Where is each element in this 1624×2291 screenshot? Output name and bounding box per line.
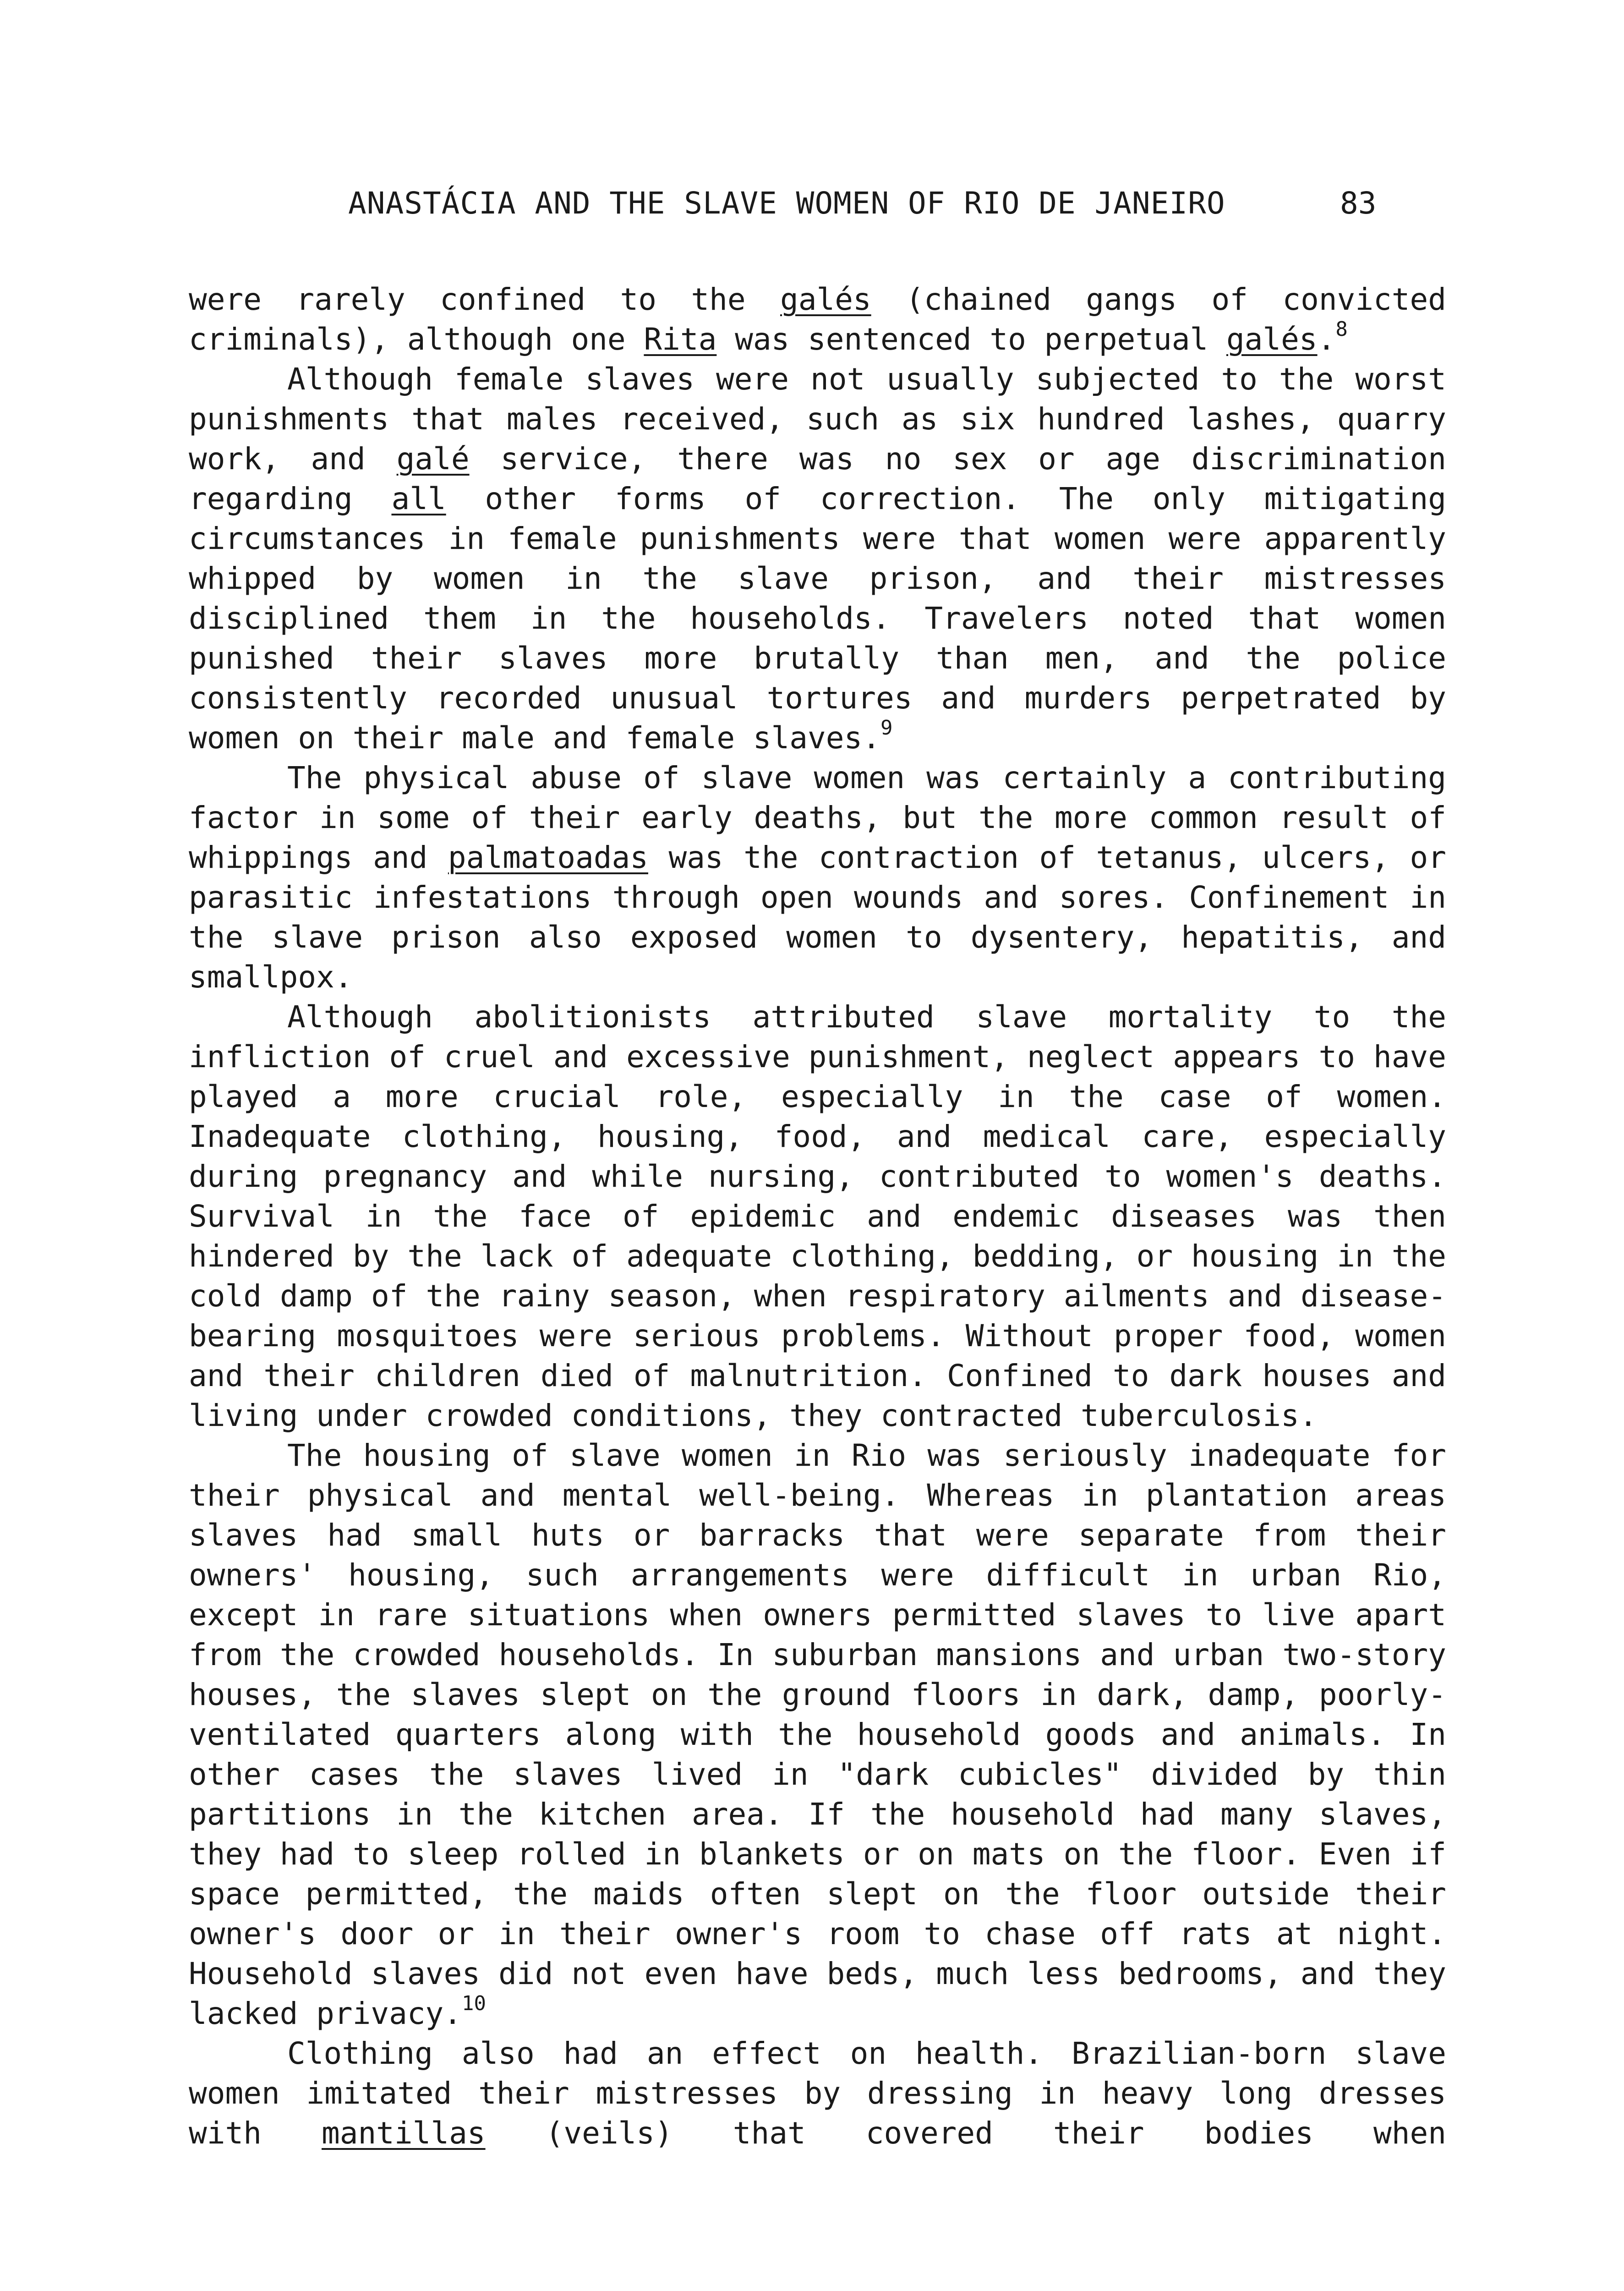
text-run: was the contraction of tetanus, ulcers, or parasitic infestations through open wounds and sores. Confinement in the slave prison also exposed women to dysentery, hepatitis, and smallpox. <box>189 840 1447 995</box>
underlined-term: palmatoadas <box>448 840 648 875</box>
paragraph <box>189 280 1446 359</box>
page-number: 83 <box>1340 186 1377 221</box>
paragraph <box>189 1436 1446 2033</box>
underlined-term: all <box>391 481 446 516</box>
text-run: Although female slaves were not usually subjected to the worst punishments that males received, such as six hundred lashes, quarry work, and <box>189 362 1446 477</box>
paragraph <box>189 997 1446 1436</box>
paragraph <box>189 758 1446 997</box>
text-run: was sentenced to perpetual <box>716 322 1226 357</box>
running-title: ANASTÁCIA AND THE SLAVE WOMEN OF RIO DE JANEIRO <box>348 186 1225 221</box>
underlined-term: mantillas <box>321 2116 486 2151</box>
text-run: Clothing also had an effect on health. Brazilian-born slave women imitated their mistresses by dressing in heavy long dresses with <box>189 2036 1446 2151</box>
text-run: The housing of slave women in Rio was seriously inadequate for their physical and mental well-being. Whereas in plantation areas slaves had small huts or barracks that were separate from their owners' housing, such arrangements were difficult in urban Rio, except in rare situations when owners permitted slaves to live apart from the crowded households. In suburban mansions and urban two-story houses, the slaves slept on the ground floors in dark, damp, poorly-ventilated quarters along with the household goods and animals. In other cases the slaves lived in "dark cubicles" divided by thin partitions in the kitchen area. If the household had many slaves, they had to sleep rolled in blankets or on mats on the floor. Even if space permitted, the maids often slept on the floor outside their owner's door or in their owner's room to chase off rats at night. Household slaves did not even have beds, much less bedrooms, and they lacked privacy. <box>189 1438 1446 2031</box>
underlined-term: Rita <box>644 322 717 357</box>
text-run: other forms of correction. The only mitigating circumstances in female punishments were that women were apparently whipped by women in the slave prison, and their mistresses disciplined them in the households. Travelers noted that women punished their slaves more brutally than men, and the police consistently recorded unusual tortures and murders perpetrated by women on their male and female slaves. <box>189 481 1447 756</box>
paragraph <box>189 359 1446 758</box>
underlined-term: galés <box>780 282 871 317</box>
text-run: service, there was no sex or age discrimination regarding <box>189 441 1447 516</box>
text-run: (chained gangs of convicted criminals), although one <box>189 282 1446 357</box>
footnote-ref: 8 <box>1335 318 1348 341</box>
text-run: The physical abuse of slave women was certainly a contributing factor in some of their early deaths, but the more common result of whippings and <box>189 760 1446 875</box>
text-run: were rarely confined to the <box>189 282 780 317</box>
footnote-ref: 10 <box>462 1992 487 2015</box>
body-text <box>189 280 1446 2153</box>
paragraph <box>189 2033 1446 2153</box>
footnote-ref: 9 <box>880 716 893 740</box>
underlined-term: galés <box>1226 322 1318 357</box>
underlined-term: galé <box>396 441 470 477</box>
text-run: (veils) that covered their bodies when <box>485 2116 1446 2151</box>
text-run: Although abolitionists attributed slave mortality to the infliction of cruel and excessive punishment, neglect appears to have played a more crucial role, especially in the case of women. Inadequate clothing, housing, food, and medical care, especially during pregnancy and while nursing, contributed to women's deaths. Survival in the face of epidemic and endemic diseases was then hindered by the lack of adequate clothing, bedding, or housing in the cold damp of the rainy season, when respiratory ailments and disease-bearing mosquitoes were serious problems. Without proper food, women and their children died of malnutrition. Confined to dark houses and living under crowded conditions, they contracted tuberculosis. <box>189 999 1446 1433</box>
text-run: . <box>1317 322 1336 357</box>
